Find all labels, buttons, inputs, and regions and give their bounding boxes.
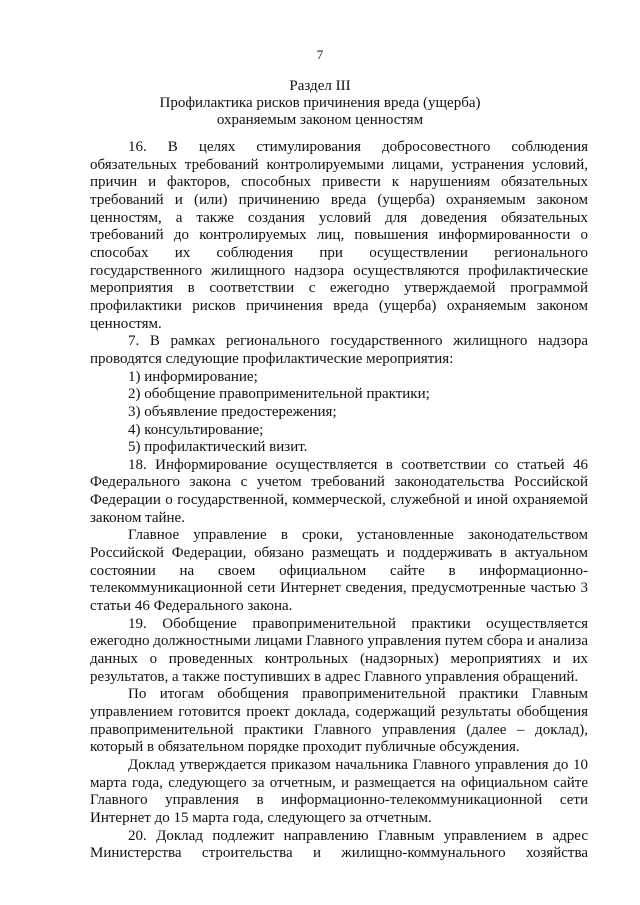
- paragraph-19-continued: По итогам обобщения правоприменительной практики Главным управлением готовится проект доклада, содержащий результаты обобщения правоприменительной практики Главного управления (далее – доклад), который в обязательном порядке проходит публичные обсуждения.: [90, 686, 588, 756]
- document-body: [90, 139, 588, 863]
- paragraph-16: 16. В целях стимулирования добросовестного соблюдения обязательных требований контролируемыми лицами, устранения условий, причин и факторов, способных привести к нарушениям обязательных требований и (или) причинению вреда (ущерба) охраняемым законом ценностям, а также создания условий для доведения обязательных требований до контролируемых лиц, повышения информированности о способах их соблюдения при осуществлении регионального государственного жилищного надзора осуществляются профилактические мероприятия в соответствии с ежегодно утверждаемой программой профилактики рисков причинения вреда (ущерба) охраняемым законом ценностям.: [90, 139, 588, 332]
- paragraph-20: 20. Доклад подлежит направлению Главным управлением в адрес Министерства строительства и жилищно-коммунального хозяйства: [90, 827, 588, 862]
- paragraph-18-continued: Главное управление в сроки, установленные законодательством Российской Федерации, обязано размещать и поддерживать в актуальном состоянии на своем официальном сайте в информационно-телекоммуникационной сети Интернет сведения, предусмотренные частью 3 статьи 46 Федерального закона.: [90, 527, 588, 615]
- paragraph-19-report: Доклад утверждается приказом начальника Главного управления до 10 марта года, следующего за отчетным, и размещается на официальном сайте Главного управления в информационно-телекоммуникационной сети Интернет до 15 марта года, следующего за отчетным.: [90, 756, 588, 826]
- list-item: 4) консультирование;: [128, 421, 264, 438]
- list-item: 1) информирование;: [128, 368, 258, 385]
- paragraph-19: 19. Обобщение правоприменительной практики осуществляется ежегодно должностными лицами Главного управления путем сбора и анализа данных о проведенных контрольных (надзорных) мероприятиях и их результатов, а также поступивших в адрес Главного управления обращений.: [90, 615, 588, 685]
- list-item: 3) объявление предостережения;: [128, 403, 337, 420]
- section-title-line-2: охраняемым законом ценностям: [216, 112, 424, 128]
- section-title-line-1: Профилактика рисков причинения вреда (ущерба): [159, 95, 481, 111]
- page-number: 7: [316, 47, 324, 62]
- paragraph-7: 7. В рамках регионального государственного жилищного надзора проводятся следующие профилактические мероприятия:: [90, 333, 588, 367]
- list-item: 5) профилактический визит.: [128, 439, 308, 456]
- paragraph-18: 18. Информирование осуществляется в соответствии со статьей 46 Федерального закона с учетом требований законодательства Российской Федерации о государственной, коммерческой, служебной и иной охраняемой законом тайне.: [90, 456, 588, 526]
- list-item: 2) обобщение правоприменительной практики;: [128, 386, 430, 403]
- section-heading: Раздел III: [289, 78, 351, 94]
